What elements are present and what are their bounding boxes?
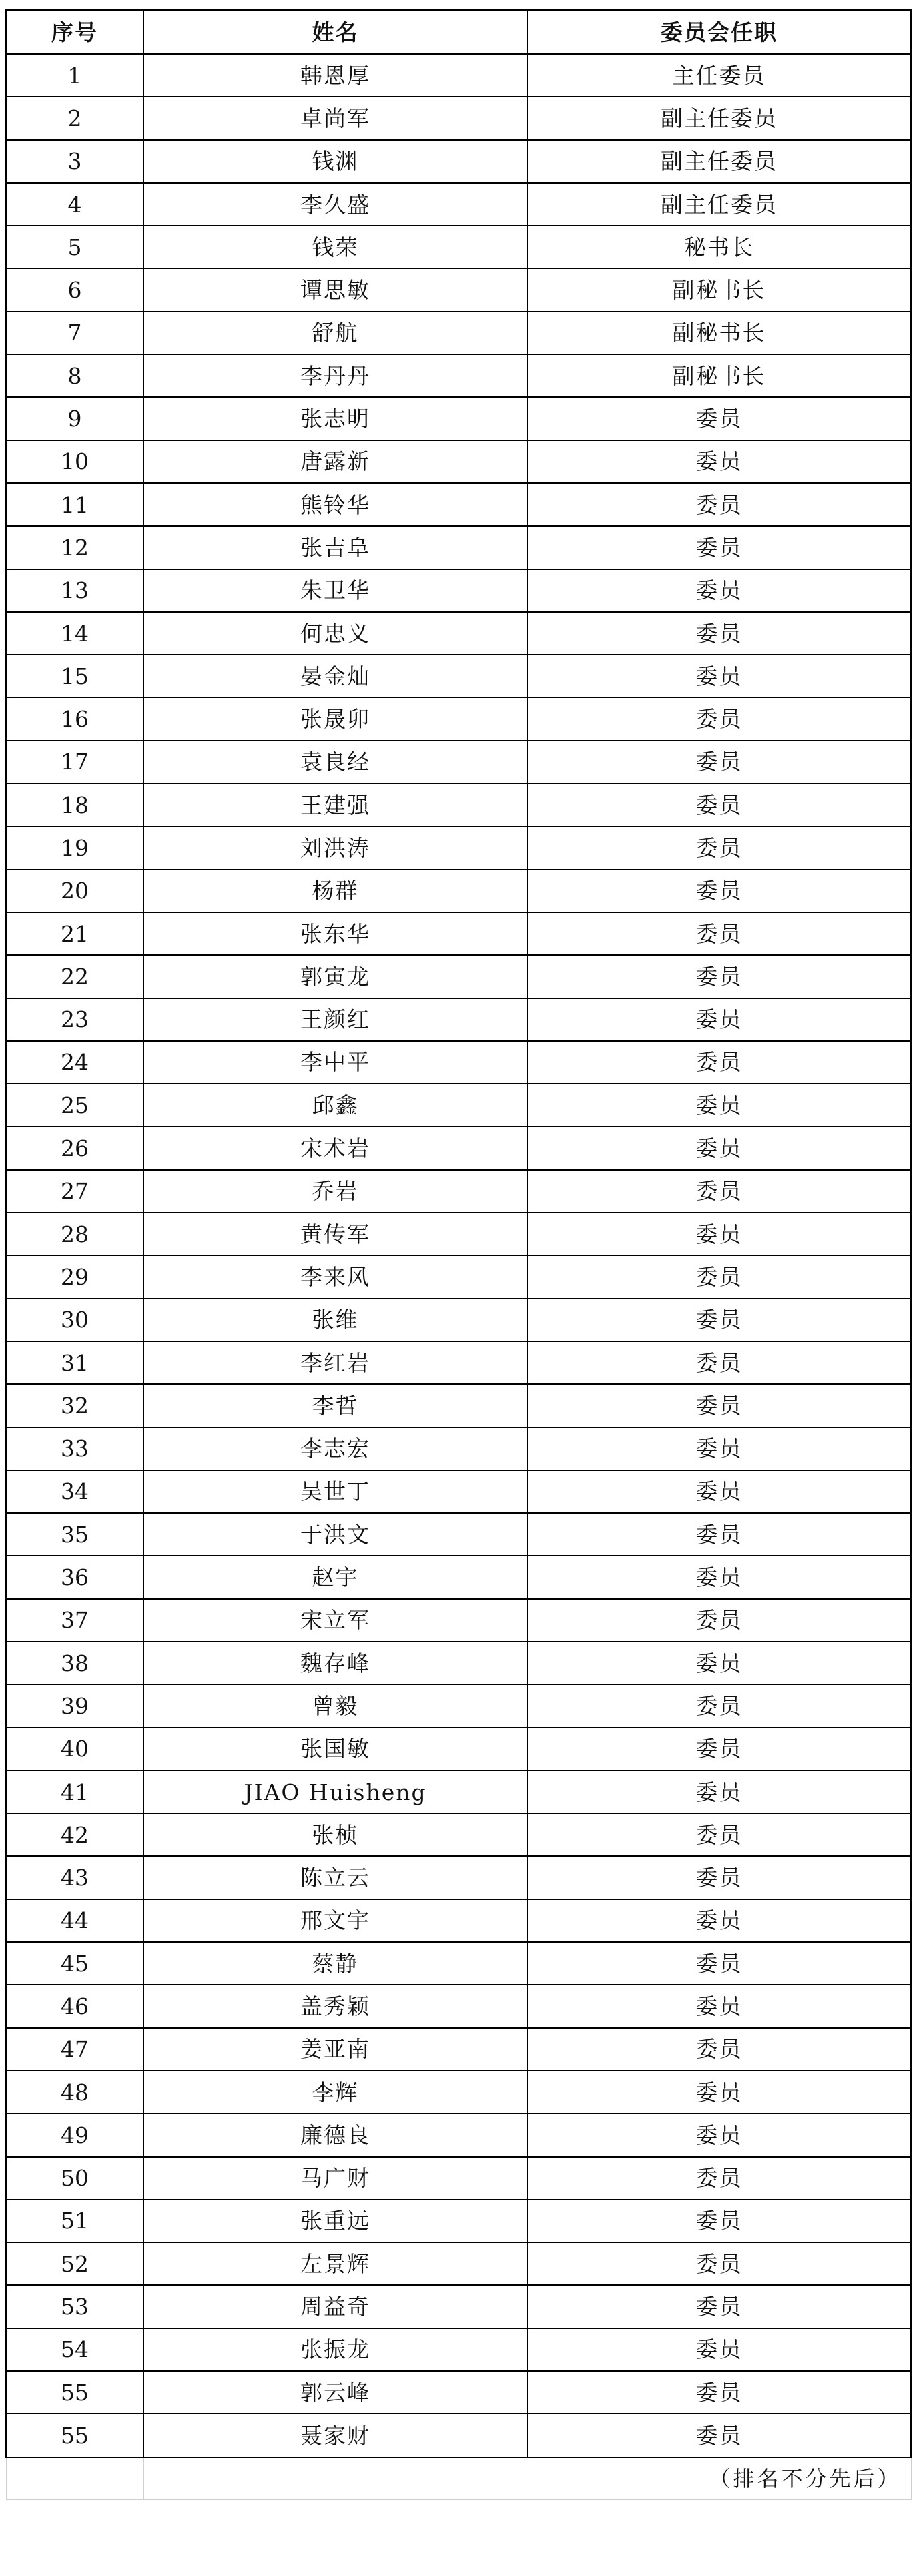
table-row — [6, 1384, 911, 1427]
cell-index: 4 — [6, 183, 143, 226]
cell-name: 宋立军 — [143, 1599, 527, 1642]
cell-index: 23 — [6, 998, 143, 1041]
cell-role: 委员 — [527, 2328, 911, 2371]
cell-name: JIAO Huisheng — [143, 1770, 527, 1813]
table-row — [6, 354, 911, 397]
cell-name: 谭思敏 — [143, 268, 527, 311]
cell-name: 何忠义 — [143, 612, 527, 655]
cell-role: 委员 — [527, 1213, 911, 1255]
table-row — [6, 1513, 911, 1556]
table-row — [6, 312, 911, 354]
cell-name: 刘洪涛 — [143, 826, 527, 869]
committee-roster-table — [5, 9, 912, 2500]
header-index: 序号 — [6, 10, 143, 54]
cell-name: 蔡静 — [143, 1942, 527, 1985]
table-row — [6, 912, 911, 955]
cell-name: 张晟卯 — [143, 697, 527, 740]
cell-index: 49 — [6, 2114, 143, 2156]
cell-name: 李久盛 — [143, 183, 527, 226]
cell-name: 邢文宇 — [143, 1899, 527, 1942]
cell-role: 秘书长 — [527, 226, 911, 268]
table-row — [6, 1255, 911, 1298]
cell-role: 副主任委员 — [527, 97, 911, 139]
cell-name: 李中平 — [143, 1041, 527, 1084]
cell-role: 主任委员 — [527, 54, 911, 97]
cell-index: 35 — [6, 1513, 143, 1556]
cell-name: 于洪文 — [143, 1513, 527, 1556]
cell-index: 15 — [6, 655, 143, 697]
cell-role: 委员 — [527, 2242, 911, 2285]
cell-name: 邱鑫 — [143, 1084, 527, 1126]
cell-role: 委员 — [527, 697, 911, 740]
cell-role: 副秘书长 — [527, 268, 911, 311]
cell-index: 16 — [6, 697, 143, 740]
table-row — [6, 1427, 911, 1470]
cell-name: 张桢 — [143, 1813, 527, 1856]
cell-name: 袁良经 — [143, 741, 527, 783]
cell-name: 张振龙 — [143, 2328, 527, 2371]
cell-index: 1 — [6, 54, 143, 97]
cell-role: 委员 — [527, 1170, 911, 1213]
cell-index: 30 — [6, 1299, 143, 1341]
cell-index: 32 — [6, 1384, 143, 1427]
cell-role: 委员 — [527, 483, 911, 526]
cell-index: 12 — [6, 526, 143, 569]
cell-index: 20 — [6, 870, 143, 912]
table-row — [6, 1684, 911, 1727]
cell-name: 姜亚南 — [143, 2028, 527, 2071]
cell-role: 委员 — [527, 2285, 911, 2328]
cell-name: 熊铃华 — [143, 483, 527, 526]
table-row — [6, 1213, 911, 1255]
table-row — [6, 655, 911, 697]
table-row — [6, 612, 911, 655]
cell-name: 杨群 — [143, 870, 527, 912]
cell-name: 李来风 — [143, 1255, 527, 1298]
cell-index: 37 — [6, 1599, 143, 1642]
cell-role: 委员 — [527, 1599, 911, 1642]
cell-role: 委员 — [527, 1470, 911, 1513]
cell-index: 9 — [6, 397, 143, 440]
cell-index: 41 — [6, 1770, 143, 1813]
cell-name: 聂家财 — [143, 2414, 527, 2457]
table-row — [6, 97, 911, 139]
table-row — [6, 397, 911, 440]
table-row — [6, 1041, 911, 1084]
header-role: 委员会任职 — [527, 10, 911, 54]
footnote: （排名不分先后） — [143, 2457, 911, 2500]
cell-name: 舒航 — [143, 312, 527, 354]
table-row — [6, 268, 911, 311]
cell-role: 委员 — [527, 2028, 911, 2071]
cell-name: 李哲 — [143, 1384, 527, 1427]
cell-index: 28 — [6, 1213, 143, 1255]
cell-index: 47 — [6, 2028, 143, 2071]
cell-role: 委员 — [527, 783, 911, 826]
table-row — [6, 140, 911, 183]
cell-index: 17 — [6, 741, 143, 783]
cell-role: 委员 — [527, 569, 911, 612]
cell-name: 李丹丹 — [143, 354, 527, 397]
table-row — [6, 526, 911, 569]
cell-name: 卓尚军 — [143, 97, 527, 139]
table-row — [6, 483, 911, 526]
table-row — [6, 1899, 911, 1942]
cell-name: 张维 — [143, 1299, 527, 1341]
cell-index: 43 — [6, 1856, 143, 1899]
table-row — [6, 741, 911, 783]
table-row — [6, 1642, 911, 1684]
cell-name: 周益奇 — [143, 2285, 527, 2328]
table-footer — [6, 2457, 911, 2500]
cell-index: 27 — [6, 1170, 143, 1213]
cell-role: 委员 — [527, 741, 911, 783]
cell-role: 委员 — [527, 1341, 911, 1384]
cell-role: 委员 — [527, 1770, 911, 1813]
cell-name: 郭寅龙 — [143, 955, 527, 998]
cell-name: 陈立云 — [143, 1856, 527, 1899]
cell-role: 委员 — [527, 440, 911, 483]
cell-name: 韩恩厚 — [143, 54, 527, 97]
table-row — [6, 2242, 911, 2285]
cell-role: 委员 — [527, 1299, 911, 1341]
cell-index: 34 — [6, 1470, 143, 1513]
cell-role: 委员 — [527, 912, 911, 955]
cell-index: 50 — [6, 2157, 143, 2200]
table-row — [6, 1942, 911, 1985]
cell-role: 委员 — [527, 1684, 911, 1727]
cell-role: 委员 — [527, 1899, 911, 1942]
table-row — [6, 1856, 911, 1899]
table-row — [6, 1470, 911, 1513]
table-row — [6, 2285, 911, 2328]
footnote-blank-cell — [6, 2457, 143, 2500]
cell-name: 李志宏 — [143, 1427, 527, 1470]
table-row — [6, 2200, 911, 2242]
table-row — [6, 1599, 911, 1642]
cell-index: 18 — [6, 783, 143, 826]
cell-role: 委员 — [527, 2371, 911, 2414]
cell-role: 委员 — [527, 1041, 911, 1084]
cell-name: 赵宇 — [143, 1556, 527, 1598]
cell-index: 54 — [6, 2328, 143, 2371]
cell-index: 13 — [6, 569, 143, 612]
cell-name: 钱荣 — [143, 226, 527, 268]
table-row — [6, 1728, 911, 1770]
cell-index: 29 — [6, 1255, 143, 1298]
cell-name: 廉德良 — [143, 2114, 527, 2156]
cell-role: 委员 — [527, 526, 911, 569]
cell-role: 委员 — [527, 1384, 911, 1427]
cell-role: 副秘书长 — [527, 354, 911, 397]
cell-index: 11 — [6, 483, 143, 526]
cell-name: 吴世丁 — [143, 1470, 527, 1513]
cell-index: 51 — [6, 2200, 143, 2242]
table-row — [6, 2328, 911, 2371]
cell-role: 委员 — [527, 2414, 911, 2457]
cell-index: 55 — [6, 2371, 143, 2414]
cell-index: 44 — [6, 1899, 143, 1942]
cell-role: 委员 — [527, 1642, 911, 1684]
cell-role: 委员 — [527, 1728, 911, 1770]
cell-name: 李红岩 — [143, 1341, 527, 1384]
cell-name: 晏金灿 — [143, 655, 527, 697]
header-row — [6, 10, 911, 54]
cell-name: 马广财 — [143, 2157, 527, 2200]
cell-index: 6 — [6, 268, 143, 311]
cell-name: 朱卫华 — [143, 569, 527, 612]
cell-role: 委员 — [527, 1427, 911, 1470]
cell-role: 委员 — [527, 1985, 911, 2027]
table-row — [6, 998, 911, 1041]
cell-role: 副主任委员 — [527, 140, 911, 183]
cell-name: 宋术岩 — [143, 1126, 527, 1169]
cell-index: 22 — [6, 955, 143, 998]
table-header — [6, 10, 911, 54]
table-row — [6, 826, 911, 869]
cell-index: 48 — [6, 2071, 143, 2114]
cell-name: 郭云峰 — [143, 2371, 527, 2414]
cell-role: 委员 — [527, 1813, 911, 1856]
cell-role: 委员 — [527, 2157, 911, 2200]
table-row — [6, 1556, 911, 1598]
cell-name: 张吉阜 — [143, 526, 527, 569]
cell-role: 委员 — [527, 397, 911, 440]
cell-index: 36 — [6, 1556, 143, 1598]
cell-role: 委员 — [527, 998, 911, 1041]
cell-name: 盖秀颖 — [143, 1985, 527, 2027]
cell-name: 王颜红 — [143, 998, 527, 1041]
cell-index: 45 — [6, 1942, 143, 1985]
cell-role: 委员 — [527, 1084, 911, 1126]
cell-name: 左景辉 — [143, 2242, 527, 2285]
cell-name: 张重远 — [143, 2200, 527, 2242]
table-row — [6, 2071, 911, 2114]
table-row — [6, 2114, 911, 2156]
cell-role: 委员 — [527, 1942, 911, 1985]
cell-name: 魏存峰 — [143, 1642, 527, 1684]
cell-index: 21 — [6, 912, 143, 955]
table-row — [6, 955, 911, 998]
cell-name: 张国敏 — [143, 1728, 527, 1770]
committee-roster-sheet — [5, 9, 910, 2500]
cell-role: 副主任委员 — [527, 183, 911, 226]
table-body — [6, 54, 911, 2457]
cell-index: 5 — [6, 226, 143, 268]
table-row — [6, 569, 911, 612]
table-row — [6, 2371, 911, 2414]
cell-role: 副秘书长 — [527, 312, 911, 354]
table-row — [6, 783, 911, 826]
cell-index: 42 — [6, 1813, 143, 1856]
cell-name: 乔岩 — [143, 1170, 527, 1213]
cell-index: 40 — [6, 1728, 143, 1770]
table-row — [6, 1770, 911, 1813]
cell-index: 10 — [6, 440, 143, 483]
cell-role: 委员 — [527, 655, 911, 697]
cell-index: 8 — [6, 354, 143, 397]
cell-name: 曾毅 — [143, 1684, 527, 1727]
footnote-row — [6, 2457, 911, 2500]
cell-index: 38 — [6, 1642, 143, 1684]
table-row — [6, 1170, 911, 1213]
cell-index: 24 — [6, 1041, 143, 1084]
cell-role: 委员 — [527, 870, 911, 912]
table-row — [6, 697, 911, 740]
table-row — [6, 183, 911, 226]
table-row — [6, 870, 911, 912]
cell-role: 委员 — [527, 955, 911, 998]
cell-index: 7 — [6, 312, 143, 354]
cell-role: 委员 — [527, 1255, 911, 1298]
cell-index: 53 — [6, 2285, 143, 2328]
table-row — [6, 1341, 911, 1384]
header-name: 姓名 — [143, 10, 527, 54]
table-row — [6, 440, 911, 483]
cell-role: 委员 — [527, 2071, 911, 2114]
cell-name: 张东华 — [143, 912, 527, 955]
table-row — [6, 1084, 911, 1126]
cell-role: 委员 — [527, 2200, 911, 2242]
cell-name: 张志明 — [143, 397, 527, 440]
cell-index: 55 — [6, 2414, 143, 2457]
cell-index: 14 — [6, 612, 143, 655]
cell-index: 2 — [6, 97, 143, 139]
cell-role: 委员 — [527, 612, 911, 655]
cell-role: 委员 — [527, 1556, 911, 1598]
cell-index: 33 — [6, 1427, 143, 1470]
cell-role: 委员 — [527, 2114, 911, 2156]
cell-role: 委员 — [527, 1126, 911, 1169]
cell-index: 31 — [6, 1341, 143, 1384]
cell-name: 李辉 — [143, 2071, 527, 2114]
table-row — [6, 1299, 911, 1341]
cell-name: 黄传军 — [143, 1213, 527, 1255]
cell-index: 39 — [6, 1684, 143, 1727]
table-row — [6, 1985, 911, 2027]
cell-index: 25 — [6, 1084, 143, 1126]
cell-role: 委员 — [527, 1513, 911, 1556]
cell-role: 委员 — [527, 1856, 911, 1899]
cell-index: 19 — [6, 826, 143, 869]
table-row — [6, 2028, 911, 2071]
table-row — [6, 1813, 911, 1856]
table-row — [6, 1126, 911, 1169]
cell-name: 唐露新 — [143, 440, 527, 483]
cell-index: 46 — [6, 1985, 143, 2027]
table-row — [6, 2414, 911, 2457]
table-row — [6, 2157, 911, 2200]
cell-index: 52 — [6, 2242, 143, 2285]
cell-index: 3 — [6, 140, 143, 183]
cell-index: 26 — [6, 1126, 143, 1169]
cell-role: 委员 — [527, 826, 911, 869]
cell-name: 王建强 — [143, 783, 527, 826]
table-row — [6, 54, 911, 97]
table-row — [6, 226, 911, 268]
cell-name: 钱渊 — [143, 140, 527, 183]
